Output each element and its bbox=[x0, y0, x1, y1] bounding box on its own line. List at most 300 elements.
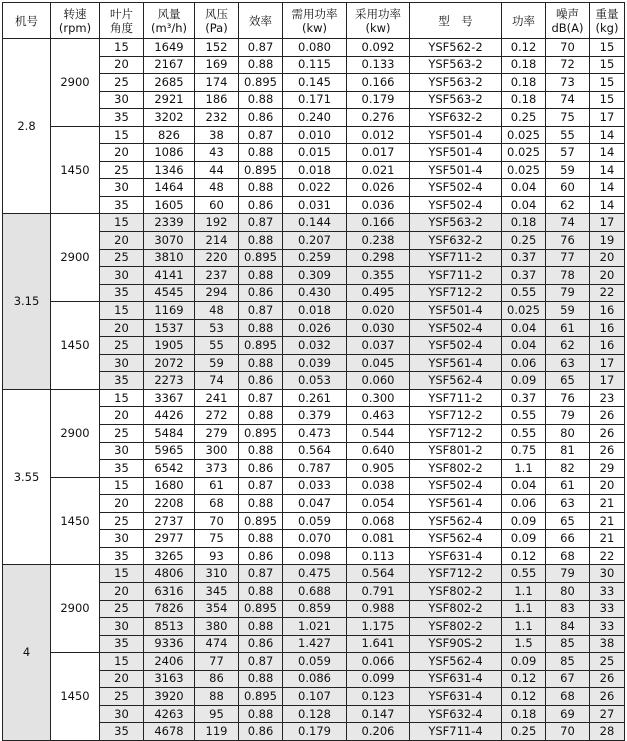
cell-airflow: 3810 bbox=[144, 249, 195, 267]
cell-noise: 79 bbox=[546, 284, 590, 302]
cell-motor-type: YSF561-4 bbox=[410, 495, 502, 513]
cell-motor-power: 0.09 bbox=[502, 653, 546, 671]
cell-weight: 20 bbox=[590, 477, 625, 495]
cell-airflow: 1649 bbox=[144, 39, 195, 57]
cell-efficiency: 0.88 bbox=[239, 495, 283, 513]
cell-adopted-power: 0.037 bbox=[347, 337, 410, 355]
cell-motor-power: 0.37 bbox=[502, 389, 546, 407]
cell-adopted-power: 0.026 bbox=[347, 179, 410, 197]
cell-motor-power: 0.09 bbox=[502, 512, 546, 530]
cell-noise: 83 bbox=[546, 600, 590, 618]
cell-adopted-power: 0.988 bbox=[347, 600, 410, 618]
cell-motor-power: 0.025 bbox=[502, 126, 546, 144]
cell-required-power: 0.022 bbox=[283, 179, 347, 197]
cell-required-power: 0.018 bbox=[283, 302, 347, 320]
cell-weight: 19 bbox=[590, 232, 625, 250]
cell-motor-power: 0.25 bbox=[502, 109, 546, 127]
table-row bbox=[3, 302, 625, 320]
cell-weight: 23 bbox=[590, 389, 625, 407]
cell-motor-type: YSF711-2 bbox=[410, 249, 502, 267]
cell-noise: 65 bbox=[546, 372, 590, 390]
cell-blade-angle: 30 bbox=[100, 179, 144, 197]
cell-efficiency: 0.87 bbox=[239, 39, 283, 57]
cell-motor-type: YSF802-2 bbox=[410, 460, 502, 478]
cell-pressure: 192 bbox=[195, 214, 239, 232]
cell-blade-angle: 15 bbox=[100, 302, 144, 320]
cell-motor-power: 0.12 bbox=[502, 547, 546, 565]
cell-weight: 25 bbox=[590, 653, 625, 671]
cell-blade-angle: 20 bbox=[100, 144, 144, 162]
cell-adopted-power: 0.021 bbox=[347, 161, 410, 179]
cell-weight: 33 bbox=[590, 600, 625, 618]
cell-pressure: 354 bbox=[195, 600, 239, 618]
cell-motor-power: 0.09 bbox=[502, 530, 546, 548]
header-efficiency: 效率 bbox=[239, 3, 283, 39]
cell-adopted-power: 0.054 bbox=[347, 495, 410, 513]
cell-noise: 61 bbox=[546, 477, 590, 495]
cell-airflow: 4141 bbox=[144, 267, 195, 285]
cell-blade-angle: 35 bbox=[100, 635, 144, 653]
cell-pressure: 380 bbox=[195, 618, 239, 636]
cell-weight: 15 bbox=[590, 56, 625, 74]
cell-airflow: 1464 bbox=[144, 179, 195, 197]
cell-pressure: 43 bbox=[195, 144, 239, 162]
cell-adopted-power: 0.081 bbox=[347, 530, 410, 548]
cell-adopted-power: 0.123 bbox=[347, 688, 410, 706]
cell-efficiency: 0.87 bbox=[239, 653, 283, 671]
cell-motor-type: YSF502-4 bbox=[410, 196, 502, 214]
cell-blade-angle: 30 bbox=[100, 354, 144, 372]
cell-motor-power: 0.025 bbox=[502, 144, 546, 162]
cell-motor-power: 0.025 bbox=[502, 302, 546, 320]
cell-airflow: 2921 bbox=[144, 91, 195, 109]
cell-adopted-power: 0.544 bbox=[347, 425, 410, 443]
header-speed: 转速 (rpm) bbox=[51, 3, 100, 39]
table-row bbox=[3, 214, 625, 232]
cell-airflow: 8513 bbox=[144, 618, 195, 636]
cell-required-power: 0.015 bbox=[283, 144, 347, 162]
cell-motor-type: YSF801-2 bbox=[410, 442, 502, 460]
cell-weight: 20 bbox=[590, 249, 625, 267]
cell-efficiency: 0.87 bbox=[239, 389, 283, 407]
cell-speed: 2900 bbox=[51, 389, 100, 477]
cell-efficiency: 0.86 bbox=[239, 635, 283, 653]
cell-blade-angle: 15 bbox=[100, 477, 144, 495]
cell-airflow: 6316 bbox=[144, 582, 195, 600]
cell-airflow: 3920 bbox=[144, 688, 195, 706]
cell-airflow: 4806 bbox=[144, 565, 195, 583]
cell-adopted-power: 0.495 bbox=[347, 284, 410, 302]
cell-weight: 21 bbox=[590, 512, 625, 530]
header-required-power: 需用功率 (kw) bbox=[283, 3, 347, 39]
cell-noise: 70 bbox=[546, 723, 590, 741]
cell-weight: 26 bbox=[590, 688, 625, 706]
cell-airflow: 1346 bbox=[144, 161, 195, 179]
cell-noise: 82 bbox=[546, 460, 590, 478]
cell-efficiency: 0.86 bbox=[239, 109, 283, 127]
cell-pressure: 174 bbox=[195, 74, 239, 92]
cell-motor-type: YSF631-4 bbox=[410, 547, 502, 565]
cell-speed: 2900 bbox=[51, 39, 100, 127]
cell-required-power: 0.033 bbox=[283, 477, 347, 495]
cell-adopted-power: 0.113 bbox=[347, 547, 410, 565]
cell-adopted-power: 0.147 bbox=[347, 705, 410, 723]
cell-motor-type: YSF712-2 bbox=[410, 284, 502, 302]
cell-adopted-power: 0.179 bbox=[347, 91, 410, 109]
cell-motor-power: 0.025 bbox=[502, 161, 546, 179]
cell-airflow: 3163 bbox=[144, 670, 195, 688]
cell-adopted-power: 0.020 bbox=[347, 302, 410, 320]
cell-efficiency: 0.88 bbox=[239, 670, 283, 688]
cell-motor-power: 0.18 bbox=[502, 91, 546, 109]
cell-noise: 76 bbox=[546, 389, 590, 407]
cell-weight: 17 bbox=[590, 109, 625, 127]
cell-motor-type: YSF631-4 bbox=[410, 688, 502, 706]
cell-motor-type: YSF563-2 bbox=[410, 214, 502, 232]
cell-efficiency: 0.86 bbox=[239, 723, 283, 741]
cell-required-power: 0.010 bbox=[283, 126, 347, 144]
cell-noise: 60 bbox=[546, 179, 590, 197]
cell-motor-power: 0.04 bbox=[502, 196, 546, 214]
cell-blade-angle: 25 bbox=[100, 425, 144, 443]
cell-pressure: 373 bbox=[195, 460, 239, 478]
table-row bbox=[3, 565, 625, 583]
cell-pressure: 95 bbox=[195, 705, 239, 723]
cell-motor-power: 1.1 bbox=[502, 582, 546, 600]
cell-motor-power: 0.55 bbox=[502, 565, 546, 583]
cell-efficiency: 0.87 bbox=[239, 302, 283, 320]
cell-motor-type: YSF712-2 bbox=[410, 425, 502, 443]
cell-blade-angle: 20 bbox=[100, 495, 144, 513]
cell-blade-angle: 15 bbox=[100, 565, 144, 583]
cell-pressure: 60 bbox=[195, 196, 239, 214]
cell-motor-type: YSF632-2 bbox=[410, 109, 502, 127]
cell-noise: 65 bbox=[546, 512, 590, 530]
cell-required-power: 0.032 bbox=[283, 337, 347, 355]
cell-blade-angle: 25 bbox=[100, 337, 144, 355]
cell-blade-angle: 15 bbox=[100, 39, 144, 57]
cell-motor-power: 0.04 bbox=[502, 319, 546, 337]
cell-weight: 15 bbox=[590, 74, 625, 92]
cell-airflow: 4678 bbox=[144, 723, 195, 741]
cell-motor-power: 0.55 bbox=[502, 284, 546, 302]
cell-efficiency: 0.895 bbox=[239, 161, 283, 179]
cell-efficiency: 0.895 bbox=[239, 425, 283, 443]
cell-efficiency: 0.86 bbox=[239, 196, 283, 214]
cell-required-power: 0.430 bbox=[283, 284, 347, 302]
cell-adopted-power: 0.791 bbox=[347, 582, 410, 600]
cell-required-power: 0.128 bbox=[283, 705, 347, 723]
cell-motor-type: YSF502-4 bbox=[410, 179, 502, 197]
cell-motor-type: YSF563-2 bbox=[410, 74, 502, 92]
cell-pressure: 237 bbox=[195, 267, 239, 285]
cell-efficiency: 0.88 bbox=[239, 407, 283, 425]
cell-pressure: 38 bbox=[195, 126, 239, 144]
header-motor-type: 型 号 bbox=[410, 3, 502, 39]
cell-motor-power: 0.09 bbox=[502, 372, 546, 390]
cell-airflow: 3367 bbox=[144, 389, 195, 407]
cell-efficiency: 0.87 bbox=[239, 126, 283, 144]
cell-pressure: 75 bbox=[195, 530, 239, 548]
cell-weight: 30 bbox=[590, 565, 625, 583]
cell-blade-angle: 15 bbox=[100, 653, 144, 671]
cell-noise: 68 bbox=[546, 547, 590, 565]
cell-weight: 26 bbox=[590, 407, 625, 425]
cell-weight: 17 bbox=[590, 372, 625, 390]
cell-pressure: 294 bbox=[195, 284, 239, 302]
cell-airflow: 826 bbox=[144, 126, 195, 144]
cell-pressure: 300 bbox=[195, 442, 239, 460]
cell-speed: 1450 bbox=[51, 302, 100, 390]
fan-spec-table bbox=[2, 2, 625, 741]
cell-adopted-power: 0.206 bbox=[347, 723, 410, 741]
cell-adopted-power: 0.298 bbox=[347, 249, 410, 267]
cell-efficiency: 0.895 bbox=[239, 74, 283, 92]
cell-motor-type: YSF502-4 bbox=[410, 337, 502, 355]
cell-pressure: 44 bbox=[195, 161, 239, 179]
cell-motor-power: 0.12 bbox=[502, 670, 546, 688]
cell-adopted-power: 0.166 bbox=[347, 74, 410, 92]
cell-motor-power: 0.37 bbox=[502, 249, 546, 267]
cell-adopted-power: 0.092 bbox=[347, 39, 410, 57]
cell-blade-angle: 30 bbox=[100, 91, 144, 109]
cell-airflow: 4263 bbox=[144, 705, 195, 723]
cell-blade-angle: 20 bbox=[100, 56, 144, 74]
cell-pressure: 48 bbox=[195, 179, 239, 197]
cell-weight: 14 bbox=[590, 179, 625, 197]
cell-airflow: 1680 bbox=[144, 477, 195, 495]
cell-efficiency: 0.86 bbox=[239, 372, 283, 390]
cell-speed: 2900 bbox=[51, 565, 100, 653]
cell-required-power: 0.086 bbox=[283, 670, 347, 688]
cell-weight: 20 bbox=[590, 267, 625, 285]
cell-weight: 16 bbox=[590, 337, 625, 355]
cell-efficiency: 0.88 bbox=[239, 144, 283, 162]
cell-blade-angle: 15 bbox=[100, 214, 144, 232]
cell-pressure: 232 bbox=[195, 109, 239, 127]
cell-motor-type: YSF711-2 bbox=[410, 389, 502, 407]
cell-motor-power: 0.75 bbox=[502, 442, 546, 460]
table-body bbox=[3, 39, 625, 741]
cell-motor-type: YSF502-4 bbox=[410, 477, 502, 495]
cell-motor-type: YSF712-2 bbox=[410, 407, 502, 425]
cell-noise: 57 bbox=[546, 144, 590, 162]
cell-pressure: 220 bbox=[195, 249, 239, 267]
cell-motor-type: YSF501-4 bbox=[410, 161, 502, 179]
cell-efficiency: 0.88 bbox=[239, 232, 283, 250]
cell-motor-type: YSF802-2 bbox=[410, 582, 502, 600]
cell-blade-angle: 35 bbox=[100, 372, 144, 390]
cell-weight: 16 bbox=[590, 302, 625, 320]
cell-efficiency: 0.895 bbox=[239, 600, 283, 618]
cell-blade-angle: 20 bbox=[100, 582, 144, 600]
cell-motor-type: YSF563-2 bbox=[410, 56, 502, 74]
cell-blade-angle: 25 bbox=[100, 161, 144, 179]
cell-required-power: 0.475 bbox=[283, 565, 347, 583]
cell-pressure: 310 bbox=[195, 565, 239, 583]
cell-weight: 26 bbox=[590, 425, 625, 443]
cell-motor-type: YSF632-4 bbox=[410, 705, 502, 723]
cell-motor-type: YSF711-2 bbox=[410, 267, 502, 285]
cell-model: 3.55 bbox=[3, 389, 51, 564]
cell-pressure: 77 bbox=[195, 653, 239, 671]
cell-required-power: 0.018 bbox=[283, 161, 347, 179]
cell-noise: 81 bbox=[546, 442, 590, 460]
cell-motor-type: YSF711-4 bbox=[410, 723, 502, 741]
cell-weight: 17 bbox=[590, 214, 625, 232]
cell-airflow: 2167 bbox=[144, 56, 195, 74]
cell-adopted-power: 0.066 bbox=[347, 653, 410, 671]
cell-blade-angle: 35 bbox=[100, 196, 144, 214]
cell-efficiency: 0.88 bbox=[239, 56, 283, 74]
cell-pressure: 214 bbox=[195, 232, 239, 250]
cell-blade-angle: 25 bbox=[100, 512, 144, 530]
cell-airflow: 4426 bbox=[144, 407, 195, 425]
cell-required-power: 0.564 bbox=[283, 442, 347, 460]
cell-pressure: 241 bbox=[195, 389, 239, 407]
cell-blade-angle: 30 bbox=[100, 267, 144, 285]
cell-required-power: 0.039 bbox=[283, 354, 347, 372]
header-airflow: 风量 (m³/h) bbox=[144, 3, 195, 39]
cell-pressure: 345 bbox=[195, 582, 239, 600]
cell-required-power: 0.144 bbox=[283, 214, 347, 232]
cell-pressure: 61 bbox=[195, 477, 239, 495]
header-row bbox=[3, 3, 625, 39]
cell-required-power: 0.098 bbox=[283, 547, 347, 565]
header-adopted-power: 采用功率 (kw) bbox=[347, 3, 410, 39]
cell-weight: 21 bbox=[590, 495, 625, 513]
cell-speed: 1450 bbox=[51, 653, 100, 741]
cell-blade-angle: 30 bbox=[100, 618, 144, 636]
cell-motor-power: 0.55 bbox=[502, 407, 546, 425]
cell-noise: 69 bbox=[546, 705, 590, 723]
cell-efficiency: 0.86 bbox=[239, 284, 283, 302]
cell-adopted-power: 0.045 bbox=[347, 354, 410, 372]
cell-blade-angle: 30 bbox=[100, 705, 144, 723]
cell-efficiency: 0.88 bbox=[239, 618, 283, 636]
cell-noise: 80 bbox=[546, 425, 590, 443]
cell-adopted-power: 1.175 bbox=[347, 618, 410, 636]
cell-blade-angle: 15 bbox=[100, 126, 144, 144]
cell-required-power: 0.309 bbox=[283, 267, 347, 285]
cell-efficiency: 0.88 bbox=[239, 91, 283, 109]
cell-motor-power: 0.18 bbox=[502, 56, 546, 74]
cell-efficiency: 0.88 bbox=[239, 530, 283, 548]
cell-weight: 14 bbox=[590, 126, 625, 144]
cell-motor-power: 0.37 bbox=[502, 267, 546, 285]
cell-required-power: 0.080 bbox=[283, 39, 347, 57]
cell-efficiency: 0.88 bbox=[239, 354, 283, 372]
cell-efficiency: 0.895 bbox=[239, 337, 283, 355]
header-weight: 重量 (kg) bbox=[590, 3, 625, 39]
cell-noise: 75 bbox=[546, 109, 590, 127]
cell-noise: 66 bbox=[546, 530, 590, 548]
cell-efficiency: 0.88 bbox=[239, 582, 283, 600]
cell-blade-angle: 25 bbox=[100, 600, 144, 618]
cell-airflow: 3202 bbox=[144, 109, 195, 127]
cell-weight: 14 bbox=[590, 196, 625, 214]
cell-airflow: 3265 bbox=[144, 547, 195, 565]
cell-noise: 84 bbox=[546, 618, 590, 636]
cell-required-power: 0.145 bbox=[283, 74, 347, 92]
cell-noise: 68 bbox=[546, 688, 590, 706]
cell-adopted-power: 0.030 bbox=[347, 319, 410, 337]
cell-pressure: 186 bbox=[195, 91, 239, 109]
cell-efficiency: 0.895 bbox=[239, 688, 283, 706]
cell-weight: 21 bbox=[590, 530, 625, 548]
cell-motor-type: YSF562-4 bbox=[410, 653, 502, 671]
cell-required-power: 0.070 bbox=[283, 530, 347, 548]
cell-weight: 15 bbox=[590, 91, 625, 109]
cell-noise: 85 bbox=[546, 635, 590, 653]
cell-required-power: 0.259 bbox=[283, 249, 347, 267]
cell-weight: 26 bbox=[590, 442, 625, 460]
cell-noise: 73 bbox=[546, 74, 590, 92]
cell-motor-power: 0.04 bbox=[502, 179, 546, 197]
cell-airflow: 1605 bbox=[144, 196, 195, 214]
cell-blade-angle: 20 bbox=[100, 670, 144, 688]
cell-pressure: 70 bbox=[195, 512, 239, 530]
cell-airflow: 1169 bbox=[144, 302, 195, 320]
header-pressure: 风压 (Pa) bbox=[195, 3, 239, 39]
cell-blade-angle: 35 bbox=[100, 723, 144, 741]
cell-motor-type: YSF501-4 bbox=[410, 302, 502, 320]
cell-blade-angle: 35 bbox=[100, 460, 144, 478]
cell-pressure: 474 bbox=[195, 635, 239, 653]
cell-weight: 14 bbox=[590, 161, 625, 179]
cell-motor-power: 1.1 bbox=[502, 600, 546, 618]
cell-blade-angle: 20 bbox=[100, 319, 144, 337]
cell-required-power: 1.021 bbox=[283, 618, 347, 636]
cell-blade-angle: 25 bbox=[100, 249, 144, 267]
cell-pressure: 88 bbox=[195, 688, 239, 706]
cell-motor-power: 0.18 bbox=[502, 214, 546, 232]
cell-motor-power: 0.12 bbox=[502, 688, 546, 706]
cell-pressure: 53 bbox=[195, 319, 239, 337]
cell-motor-power: 0.55 bbox=[502, 425, 546, 443]
cell-required-power: 0.179 bbox=[283, 723, 347, 741]
cell-motor-type: YSF632-2 bbox=[410, 232, 502, 250]
cell-adopted-power: 1.641 bbox=[347, 635, 410, 653]
cell-blade-angle: 35 bbox=[100, 547, 144, 565]
cell-speed: 1450 bbox=[51, 126, 100, 214]
cell-noise: 63 bbox=[546, 495, 590, 513]
cell-airflow: 1905 bbox=[144, 337, 195, 355]
cell-required-power: 0.115 bbox=[283, 56, 347, 74]
cell-adopted-power: 0.068 bbox=[347, 512, 410, 530]
cell-adopted-power: 0.905 bbox=[347, 460, 410, 478]
cell-model: 4 bbox=[3, 565, 51, 740]
cell-adopted-power: 0.099 bbox=[347, 670, 410, 688]
cell-blade-angle: 30 bbox=[100, 442, 144, 460]
cell-motor-power: 1.1 bbox=[502, 618, 546, 636]
cell-noise: 76 bbox=[546, 232, 590, 250]
cell-required-power: 0.047 bbox=[283, 495, 347, 513]
cell-airflow: 3070 bbox=[144, 232, 195, 250]
cell-adopted-power: 0.276 bbox=[347, 109, 410, 127]
cell-motor-type: YSF712-2 bbox=[410, 565, 502, 583]
cell-required-power: 0.171 bbox=[283, 91, 347, 109]
cell-weight: 38 bbox=[590, 635, 625, 653]
cell-blade-angle: 25 bbox=[100, 74, 144, 92]
cell-blade-angle: 30 bbox=[100, 530, 144, 548]
cell-motor-type: YSF802-2 bbox=[410, 600, 502, 618]
cell-motor-type: YSF563-2 bbox=[410, 91, 502, 109]
cell-airflow: 1086 bbox=[144, 144, 195, 162]
cell-airflow: 2339 bbox=[144, 214, 195, 232]
cell-pressure: 279 bbox=[195, 425, 239, 443]
cell-required-power: 0.859 bbox=[283, 600, 347, 618]
